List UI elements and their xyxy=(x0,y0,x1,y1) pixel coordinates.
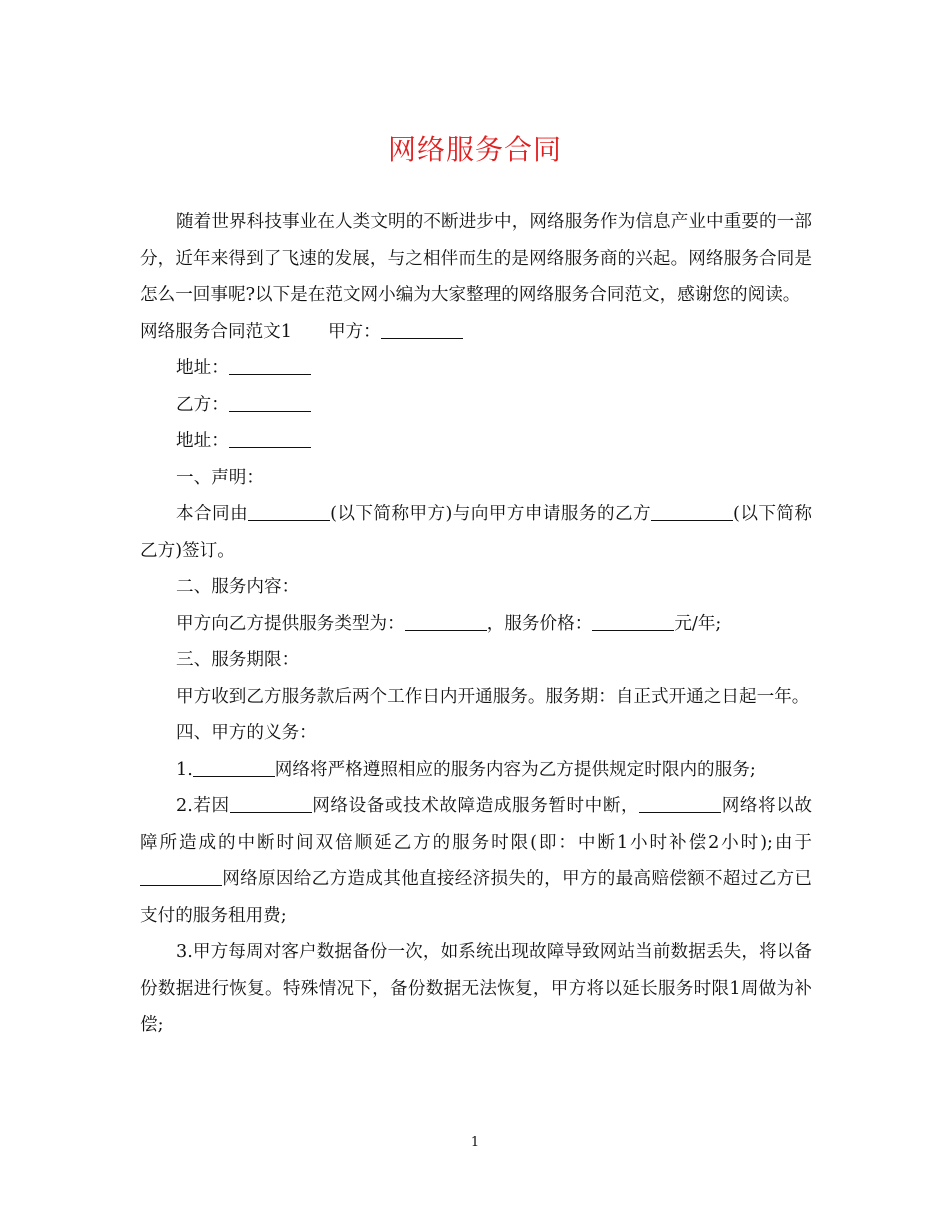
intro-paragraph: 随着世界科技事业在人类文明的不断进步中，网络服务作为信息产业中重要的一部分，近年来得到了飞速的发展，与之相伴而生的是网络服务商的兴起。网络服务合同是怎么一回事呢?以下是在范文网小编为大家整理的网络服务合同范文，感谢您的阅读。 xyxy=(140,212,812,305)
address-blank-1 xyxy=(229,356,311,375)
item2-blank-b xyxy=(639,794,721,813)
item2-blank-a xyxy=(230,794,312,813)
address-blank-2 xyxy=(229,429,311,448)
page-number: 1 xyxy=(470,1135,480,1150)
party-b-line xyxy=(140,387,812,424)
section1-paragraph xyxy=(140,496,812,569)
address-label-2: 地址： xyxy=(176,431,229,451)
address-line-1 xyxy=(140,350,812,387)
service-type-blank xyxy=(405,612,487,631)
section2-text-a: 甲方向乙方提供服务类型为： xyxy=(176,613,405,634)
party-a-label: 甲方： xyxy=(327,321,381,342)
party-b-label: 乙方： xyxy=(176,394,229,415)
section2-heading: 二、服务内容： xyxy=(176,577,300,597)
item2-text-b: 网络设备或技术故障造成服务暂时中断， xyxy=(311,796,640,816)
item2-text-a: 2.若因 xyxy=(176,796,230,816)
section3-paragraph: 甲方收到乙方服务款后两个工作日内开通服务。服务期：自正式开通之日起一年。 xyxy=(176,686,810,707)
item1-paragraph xyxy=(140,752,812,789)
section1-text-a: 本合同由 xyxy=(176,504,249,524)
section1-text-c: (以下简称乙方)签订。 xyxy=(140,504,812,561)
item1-text-a: 1. xyxy=(176,759,193,780)
section2-text-b: ，服务价格： xyxy=(486,613,593,634)
document-title: 网络服务合同 xyxy=(387,133,562,166)
section2-text-c: 元/年; xyxy=(674,613,722,634)
party-a-blank xyxy=(381,320,463,339)
item1-text-b: 网络将严格遵照相应的服务内容为乙方提供规定时限内的服务; xyxy=(274,759,756,780)
party-b-blank xyxy=(229,393,311,412)
item2-text-d: 网络原因给乙方造成其他直接经济损失的，甲方的最高赔偿额不超过乙方已支付的服务租用费; xyxy=(140,869,812,926)
item3-paragraph: 3.甲方每周对客户数据备份一次，如系统出现故障导致网站当前数据丢失，将以备份数据进行恢复。特殊情况下，备份数据无法恢复，甲方将以延长服务时限1周做为补偿; xyxy=(140,942,812,1035)
section3-heading: 三、服务期限： xyxy=(176,650,300,670)
item2-text-c: 网络将以故障所造成的中断时间双倍顺延乙方的服务时限(即：中断1小时补偿2小时);由于 xyxy=(140,796,812,853)
sample-heading-line xyxy=(140,314,812,351)
item1-blank xyxy=(193,758,275,777)
section2-paragraph xyxy=(140,606,812,643)
address-line-2 xyxy=(140,423,812,460)
service-price-blank xyxy=(592,612,674,631)
address-label-1: 地址： xyxy=(176,358,229,378)
item2-paragraph xyxy=(140,788,812,934)
section1-text-b: (以下简称甲方)与向甲方申请服务的乙方 xyxy=(330,504,652,524)
section1-heading: 一、声明： xyxy=(176,467,264,488)
section1-blank-a xyxy=(248,502,330,521)
sample-heading: 网络服务合同范文1 xyxy=(140,321,292,342)
section1-blank-b xyxy=(651,502,733,521)
item2-blank-c xyxy=(140,867,222,886)
document-body xyxy=(140,204,812,1044)
section4-heading: 四、甲方的义务： xyxy=(176,723,317,743)
